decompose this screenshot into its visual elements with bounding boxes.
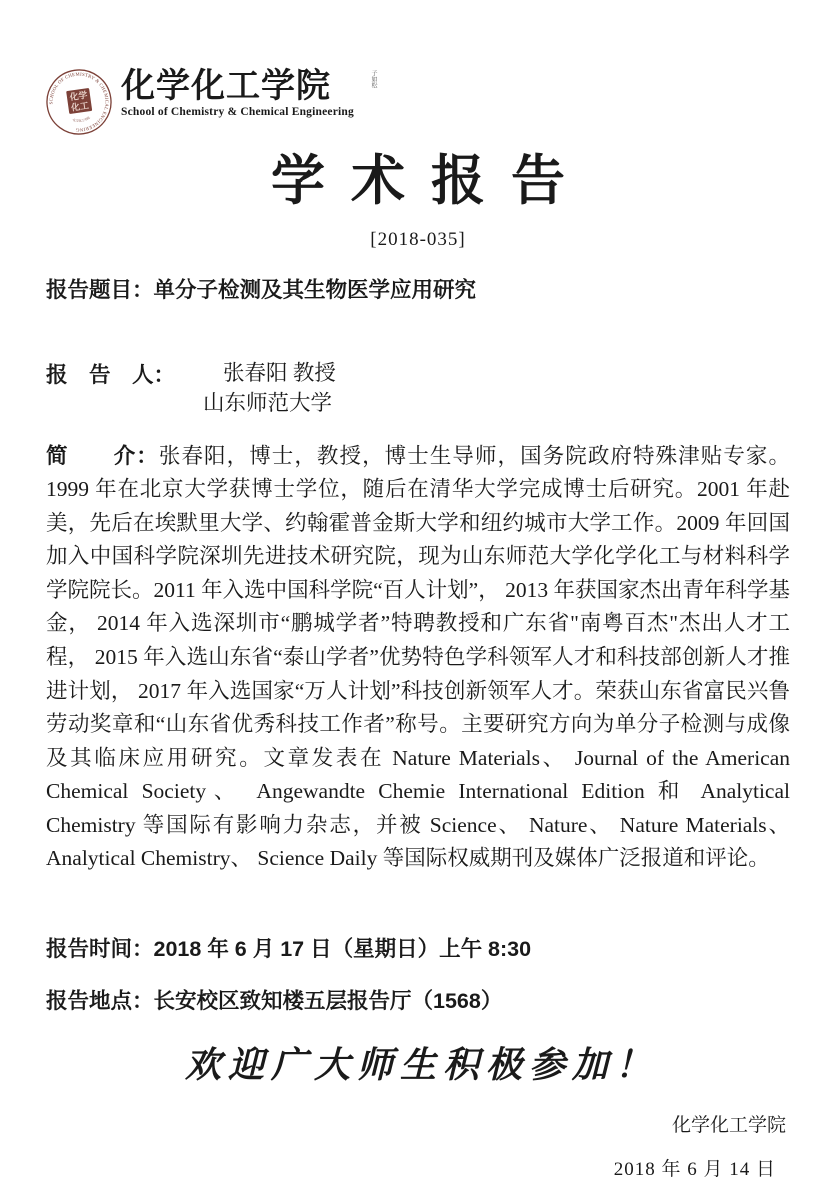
report-time-value: 2018 年 6 月 17 日（星期日）上午 8:30 <box>153 936 532 961</box>
introduction-label: 简 介： <box>46 443 159 468</box>
seal-bottom-text: ·化学化工学院· <box>71 115 92 123</box>
report-time-line <box>46 932 790 963</box>
footer-organization: 化学化工学院 <box>671 1114 786 1136</box>
school-logo-text <box>121 68 378 118</box>
school-logo-header <box>46 68 790 138</box>
speaker-info <box>203 358 336 418</box>
seal-arc-text: SCHOOL OF CHEMISTRY & CHEMICAL ENGINEERING <box>49 72 109 132</box>
report-venue-label: 报告地点： <box>46 989 154 1014</box>
report-venue-line <box>46 984 790 1015</box>
school-name-cn: 化学化工学院 <box>121 66 331 106</box>
speaker-label: 报 告 人： <box>46 362 176 387</box>
report-topic-value: 单分子检测及其生物医学应用研究 <box>153 277 477 302</box>
report-venue-value: 长安校区致知楼五层报告厅（1568） <box>153 989 503 1014</box>
welcome-message: 欢迎广大师生积极参加！ <box>184 1043 658 1086</box>
school-seal-icon <box>42 65 117 140</box>
report-time-label: 报告时间： <box>46 936 154 961</box>
seal-square-text-1: 化学 <box>68 89 89 103</box>
introduction-text: 张春阳，博士，教授，博士生导师，国务院政府特殊津贴专家。1999 年在北京大学获博士学位，随后在清华大学完成博士后研究。2001 年赴美，先后在埃默里大学、约翰霍普金斯大学和纽约城市大学工作。2009 年回国加入中国科学院深圳先进技术研究院，现为山东师范大学化学化工与材料科学学院院长。2011 年入选中国科学院“百人计划”， 2013 年获国家杰出青年科学基金， 2014 年入选深圳市“鹏城学者”特聘教授和广东省"南粤百杰"杰出人才工程， 2015 年入选山东省“泰山学者”优势特色学科领军人才和科技部创新人才推进计划， 2017 年入选国家“万人计划”科技创新领军人才。荣获山东省富民兴鲁劳动奖章和“山东省优秀科技工作者”称号。主要研究方向为单分子检测与成像及其临床应用研究。文章发表在 Nature Materials、 Journal of the American Chemical Society、 Angewandte Chemie International Edition 和 Analytical Chemistry 等国际有影响力杂志，并被 Science、 Nature、 Nature Materials、 Analytical Chemistry、 Science Daily 等国际权威期刊及媒体广泛报道和评论。 <box>46 443 790 871</box>
footer-date: 2018 年 6 月 14 日 <box>613 1158 776 1180</box>
document-number: [2018-035] <box>370 228 466 250</box>
document-title: 学术报告 <box>271 148 591 212</box>
report-topic-label: 报告题目： <box>46 277 154 302</box>
speaker-section <box>46 358 790 418</box>
speaker-name: 张春阳 教授 <box>223 360 336 385</box>
seal-square-text-2: 化工 <box>70 100 90 113</box>
school-name-en: School of Chemistry & Chemical Engineering <box>121 105 354 118</box>
speaker-introduction <box>46 440 790 876</box>
report-topic-line <box>46 273 790 304</box>
speaker-affiliation: 山东师范大学 <box>203 390 333 415</box>
calligraphy-signature-mark: 子如松 <box>369 70 376 88</box>
